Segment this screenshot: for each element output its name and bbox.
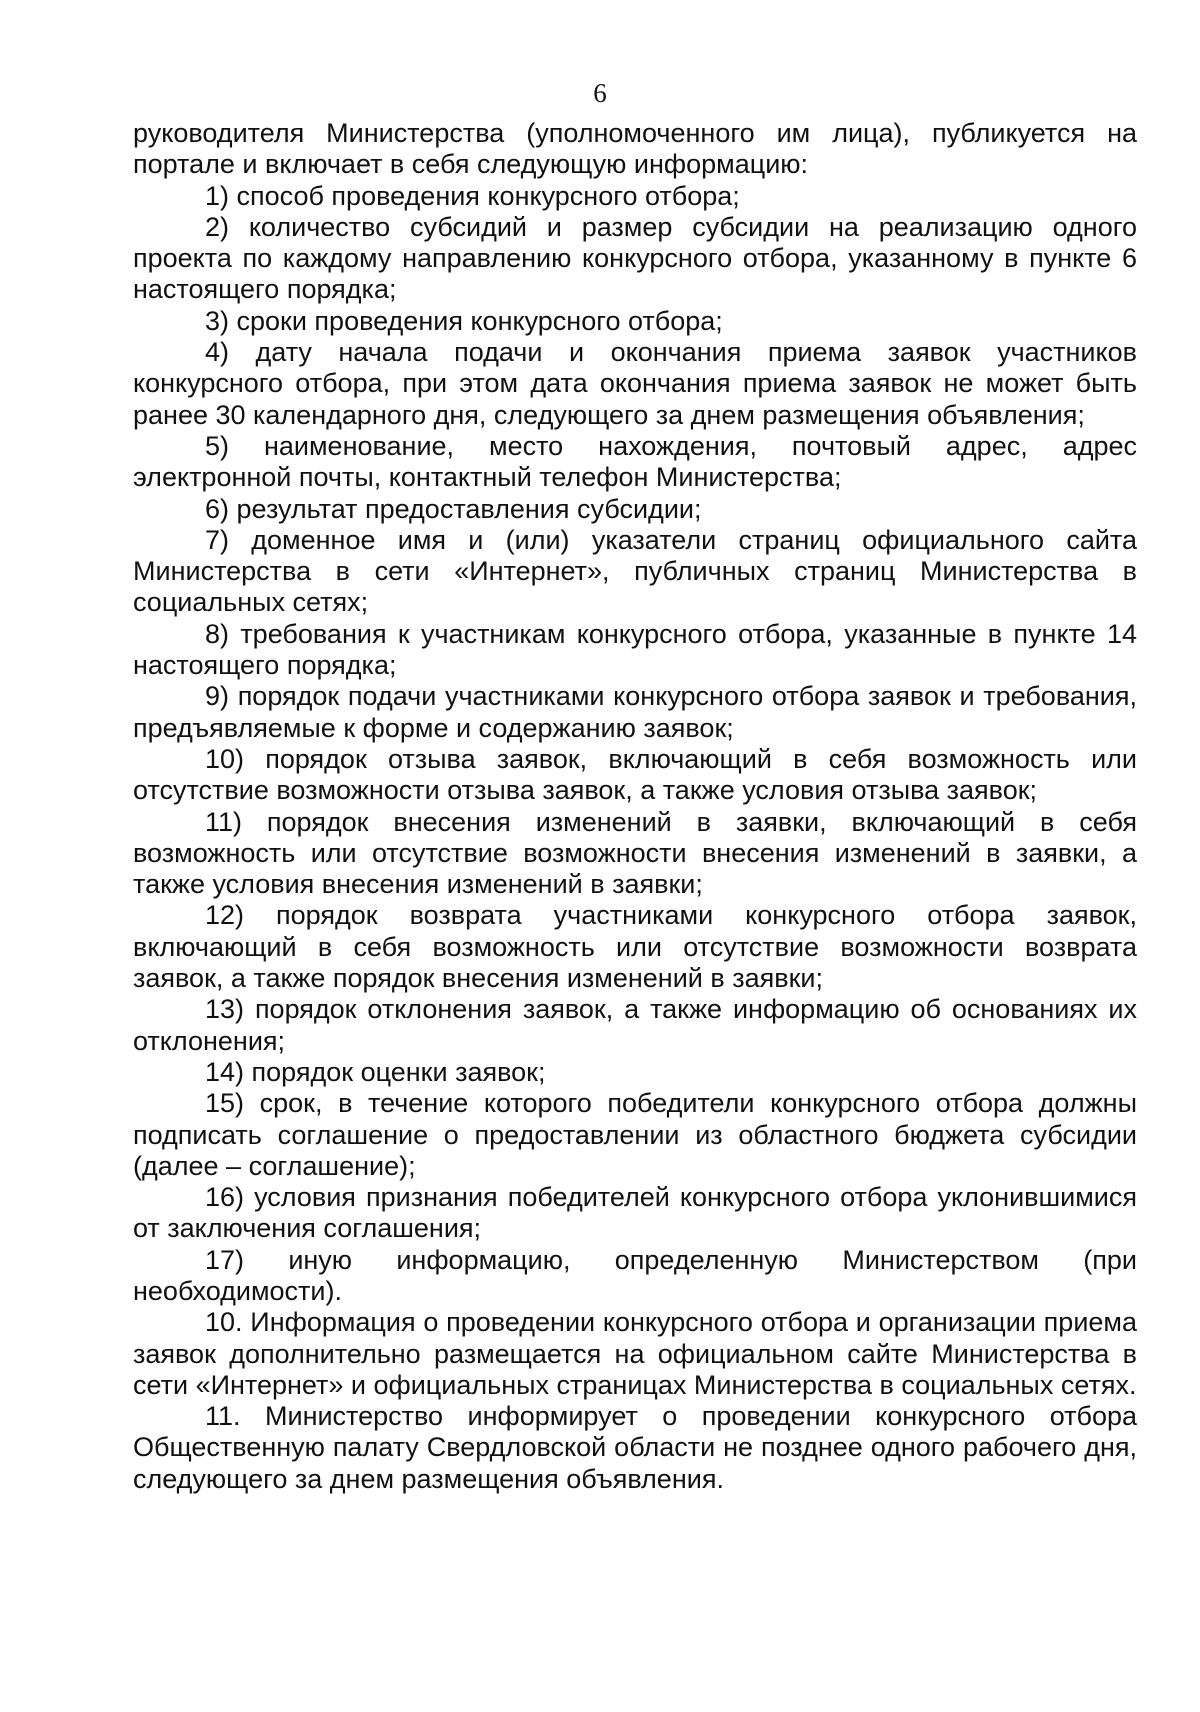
paragraph-continuation: руководителя Министерства (уполномоченного им лица), публикуется на портале и включает в себя следующую информацию: [133,118,1137,180]
list-item-11: 11) порядок внесения изменений в заявки, включающий в себя возможность или отсутствие возможности внесения изменений в заявки, а также условия внесения изменений в заявки; [133,806,1137,900]
list-item-12: 12) порядок возврата участниками конкурсного отбора заявок, включающий в себя возможность или отсутствие возможности возврата заявок, а также порядок внесения изменений в заявки; [133,900,1137,994]
list-item-6: 6) результат предоставления субсидии; [205,493,702,524]
list-item-10: 10) порядок отзыва заявок, включающий в себя возможность или отсутствие возможности отзыва заявок, а также условия отзыва заявок; [133,743,1137,806]
list-item-9: 9) порядок подачи участниками конкурсного отбора заявок и требования, предъявляемые к форме и содержанию заявок; [133,681,1137,743]
page-number: 6 [593,78,607,108]
list-item-14: 14) порядок оценки заявок; [205,1056,546,1087]
list-item-5: 5) наименование, место нахождения, почтовый адрес, адрес электронной почты, контактный телефон Министерства; [133,430,1137,493]
list-item-2: 2) количество субсидий и размер субсидии на реализацию одного проекта по каждому направлению конкурсного отбора, указанному в пункте 6 настоящего порядка; [133,211,1137,305]
section-11: 11. Министерство информирует о проведении конкурсного отбора Общественную палату Свердловской области не позднее одного рабочего дня, следующего за днем размещения объявления. [133,1401,1137,1494]
document-body [133,118,1137,1495]
section-10: 10. Информация о проведении конкурсного отбора и организации приема заявок дополнительно размещается на официальном сайте Министерства в сети «Интернет» и официальных страницах Министерства в социальных сетях. [133,1307,1137,1400]
list-item-13: 13) порядок отклонения заявок, а также информацию об основаниях их отклонения; [133,994,1137,1056]
list-item-15: 15) срок, в течение которого победители конкурсного отбора должны подписать соглашение о предоставлении из областного бюджета субсидии (далее – соглашение); [133,1088,1137,1181]
list-item-7: 7) доменное имя и (или) указатели страниц официального сайта Министерства в сети «Интернет», публичных страниц Министерства в социальных сетях; [133,524,1137,618]
list-item-17: 17) иную информацию, определенную Министерством (при необходимости). [133,1244,1137,1306]
list-item-1: 1) способ проведения конкурсного отбора; [205,180,740,211]
list-item-3: 3) сроки проведения конкурсного отбора; [205,305,723,336]
list-item-16: 16) условия признания победителей конкурсного отбора уклонившимися от заключения соглашения; [133,1182,1137,1244]
list-item-4: 4) дату начала подачи и окончания приема заявок участников конкурсного отбора, при этом дата окончания приема заявок не может быть ранее 30 календарного дня, следующего за днем размещения объявления; [133,337,1137,430]
list-item-8: 8) требования к участникам конкурсного отбора, указанные в пункте 14 настоящего порядка; [133,618,1137,681]
